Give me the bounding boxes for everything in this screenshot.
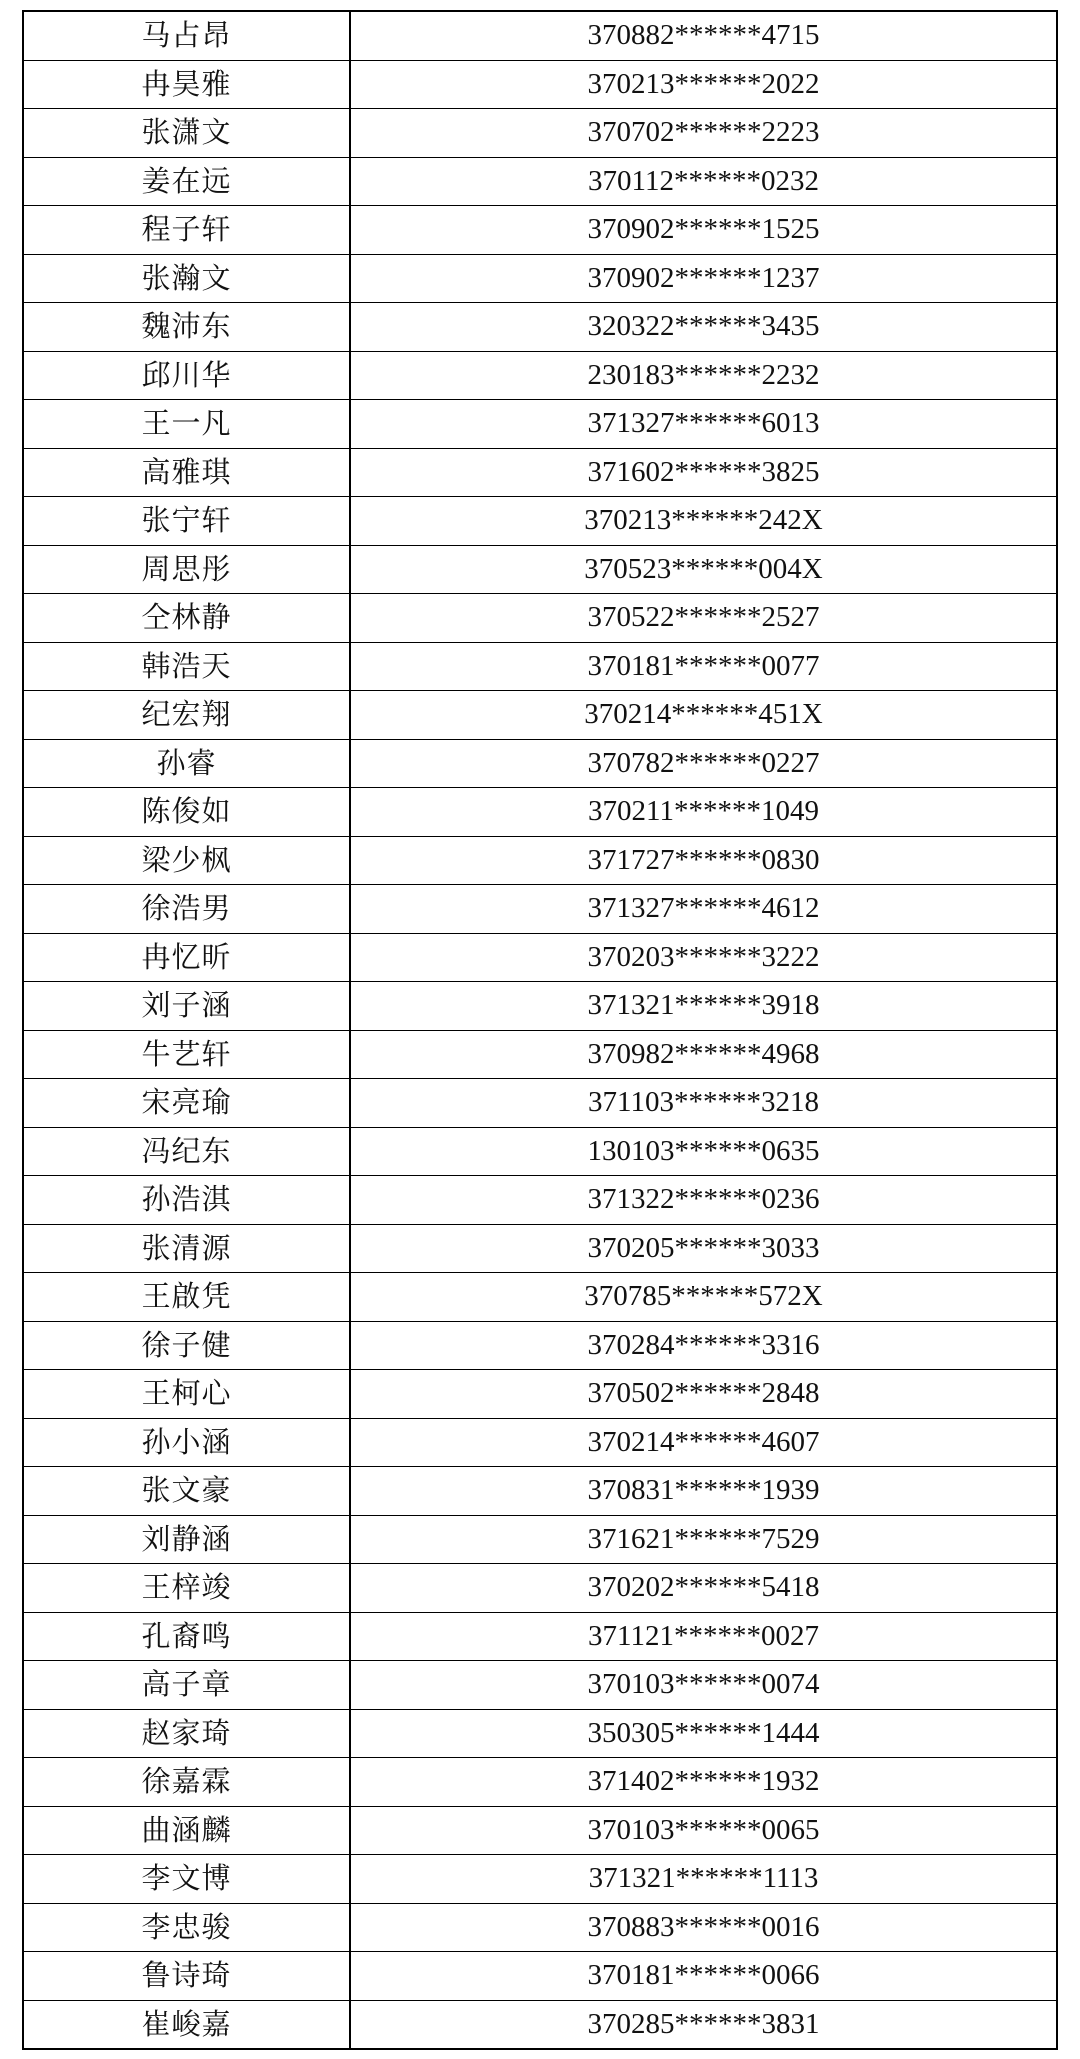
name-cell: 王啟凭: [24, 1273, 351, 1321]
id-number-cell: 370211******1049: [588, 795, 819, 828]
name-cell: 张清源: [24, 1225, 351, 1273]
name-cell: 陈俊如: [24, 788, 351, 836]
id-number-cell: 370831******1939: [587, 1474, 820, 1507]
name-cell: 李忠骏: [24, 1904, 351, 1952]
id-number-cell: 370103******0065: [587, 1813, 820, 1846]
name-cell: 曲涵麟: [24, 1807, 351, 1855]
id-number-cell: 370181******0066: [587, 1959, 820, 1992]
id-number-cell: 370202******5418: [587, 1571, 820, 1604]
name-cell: 张文豪: [24, 1467, 351, 1515]
name-cell: 孙睿: [24, 740, 351, 788]
name-cell: 徐嘉霖: [24, 1758, 351, 1806]
table-row: [24, 1904, 1056, 1953]
id-number-cell: 370522******2527: [587, 601, 820, 634]
name-cell: 牛艺轩: [24, 1031, 351, 1079]
name-cell: 孔裔鸣: [24, 1613, 351, 1661]
name-cell: 张宁轩: [24, 497, 351, 545]
table-row: [24, 1225, 1056, 1274]
name-cell: 宋亮瑜: [24, 1079, 351, 1127]
id-number-cell: 370785******572X: [584, 1280, 823, 1313]
table-row: [24, 158, 1056, 207]
id-number-cell: 370502******2848: [587, 1377, 820, 1410]
name-cell: 王一凡: [24, 400, 351, 448]
name-cell: 梁少枫: [24, 837, 351, 885]
table-row: [24, 1419, 1056, 1468]
id-number-cell: 370214******4607: [587, 1425, 820, 1458]
table-row: [24, 400, 1056, 449]
table-row: [24, 497, 1056, 546]
table-row: [24, 1031, 1056, 1080]
name-cell: 张瀚文: [24, 255, 351, 303]
id-number-cell: 371327******4612: [587, 892, 820, 925]
id-number-cell: 370883******0016: [587, 1910, 820, 1943]
id-number-cell: 350305******1444: [587, 1716, 820, 1749]
table-row: [24, 1370, 1056, 1419]
id-number-cell: 371121******0027: [588, 1619, 819, 1652]
id-number-cell: 370205******3033: [587, 1231, 820, 1264]
name-cell: 徐子健: [24, 1322, 351, 1370]
id-number-cell: 371327******6013: [587, 407, 820, 440]
id-number-cell: 370285******3831: [587, 2007, 820, 2040]
name-cell: 姜在远: [24, 158, 351, 206]
name-cell: 张潇文: [24, 109, 351, 157]
id-number-cell: 370902******1525: [587, 213, 820, 246]
table-row: [24, 12, 1056, 61]
table-row: [24, 740, 1056, 789]
id-number-cell: 370782******0227: [587, 746, 820, 779]
name-cell: 赵家琦: [24, 1710, 351, 1758]
table-row: [24, 982, 1056, 1031]
table-row: [24, 1661, 1056, 1710]
table-row: [24, 109, 1056, 158]
table-row: [24, 1128, 1056, 1177]
table-row: [24, 594, 1056, 643]
table-row: [24, 1855, 1056, 1904]
name-cell: 冯纪东: [24, 1128, 351, 1176]
table-row: [24, 546, 1056, 595]
roster-table: [22, 10, 1058, 2050]
id-number-cell: 371322******0236: [587, 1183, 820, 1216]
name-cell: 程子轩: [24, 206, 351, 254]
name-cell: 冉忆昕: [24, 934, 351, 982]
name-cell: 仝林静: [24, 594, 351, 642]
table-row: [24, 788, 1056, 837]
name-cell: 周思彤: [24, 546, 351, 594]
id-number-cell: 370203******3222: [587, 940, 820, 973]
id-number-cell: 371103******3218: [588, 1086, 819, 1119]
table-row: [24, 1467, 1056, 1516]
table-row: [24, 1516, 1056, 1565]
name-cell: 孙小涵: [24, 1419, 351, 1467]
name-cell: 魏沛东: [24, 303, 351, 351]
id-number-cell: 370103******0074: [587, 1668, 820, 1701]
id-number-cell: 370112******0232: [588, 164, 819, 197]
name-cell: 王梓竣: [24, 1564, 351, 1612]
table-row: [24, 1710, 1056, 1759]
table-row: [24, 1758, 1056, 1807]
name-cell: 高子章: [24, 1661, 351, 1709]
table-row: [24, 2001, 1056, 2049]
table-row: [24, 1273, 1056, 1322]
name-cell: 纪宏翔: [24, 691, 351, 739]
name-cell: 孙浩淇: [24, 1176, 351, 1224]
id-number-cell: 370284******3316: [587, 1328, 820, 1361]
name-cell: 徐浩男: [24, 885, 351, 933]
table-row: [24, 1613, 1056, 1662]
name-cell: 邱川华: [24, 352, 351, 400]
table-row: [24, 1807, 1056, 1856]
name-cell: 马占昂: [24, 12, 351, 60]
name-cell: 李文博: [24, 1855, 351, 1903]
id-number-cell: 130103******0635: [587, 1134, 820, 1167]
table-row: [24, 449, 1056, 498]
table-row: [24, 1176, 1056, 1225]
name-cell: 王柯心: [24, 1370, 351, 1418]
table-row: [24, 61, 1056, 110]
table-row: [24, 934, 1056, 983]
name-cell: 刘子涵: [24, 982, 351, 1030]
name-cell: 冉昊雅: [24, 61, 351, 109]
table-row: [24, 1952, 1056, 2001]
name-cell: 高雅琪: [24, 449, 351, 497]
id-number-cell: 230183******2232: [587, 358, 820, 391]
id-number-cell: 370523******004X: [584, 552, 823, 585]
id-number-cell: 371727******0830: [587, 843, 820, 876]
table-row: [24, 1564, 1056, 1613]
name-cell: 崔峻嘉: [24, 2001, 351, 2049]
id-number-cell: 370982******4968: [587, 1037, 820, 1070]
id-number-cell: 370213******2022: [587, 67, 820, 100]
id-number-cell: 371602******3825: [587, 455, 820, 488]
table-row: [24, 303, 1056, 352]
id-number-cell: 370214******451X: [584, 698, 823, 731]
table-row: [24, 1322, 1056, 1371]
id-number-cell: 371321******1113: [588, 1862, 819, 1895]
table-row: [24, 691, 1056, 740]
id-number-cell: 370882******4715: [587, 19, 820, 52]
id-number-cell: 370702******2223: [587, 116, 820, 149]
name-cell: 刘静涵: [24, 1516, 351, 1564]
name-cell: 韩浩天: [24, 643, 351, 691]
table-row: [24, 643, 1056, 692]
table-row: [24, 837, 1056, 886]
id-number-cell: 320322******3435: [587, 310, 820, 343]
id-number-cell: 371402******1932: [587, 1765, 820, 1798]
id-number-cell: 370181******0077: [587, 649, 820, 682]
id-number-cell: 370902******1237: [587, 261, 820, 294]
id-number-cell: 370213******242X: [584, 504, 823, 537]
name-cell: 鲁诗琦: [24, 1952, 351, 2000]
table-row: [24, 352, 1056, 401]
table-row: [24, 1079, 1056, 1128]
table-row: [24, 206, 1056, 255]
table-row: [24, 255, 1056, 304]
id-number-cell: 371621******7529: [587, 1522, 820, 1555]
table-row: [24, 885, 1056, 934]
id-number-cell: 371321******3918: [587, 989, 820, 1022]
